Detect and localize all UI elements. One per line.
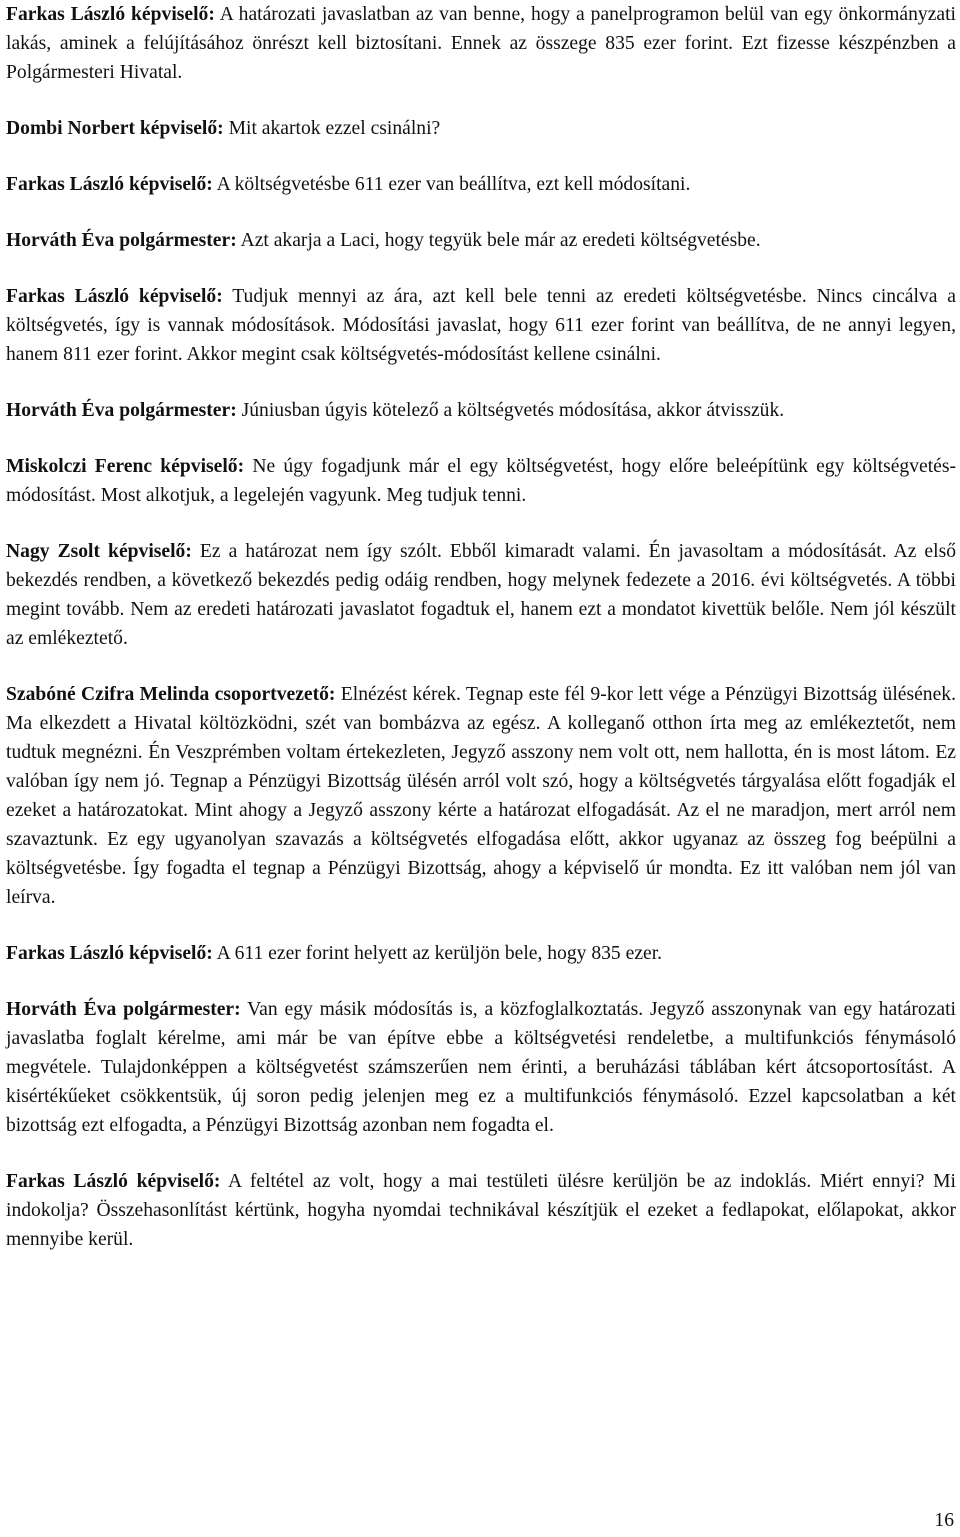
speech-text: Júniusban úgyis kötelező a költségvetés módosítása, akkor átvisszük. [236,400,785,421]
paragraph-7 [6,452,956,510]
speech-text: A feltétel az volt, hogy a mai testületi ülésre kerüljön be az indoklás. Miért ennyi? Mi indokolja? Összehasonlítást kértünk, hogyha nyomdai technikával készítjük el ezeket a fedlapokat, előlapokat, akkor mennyibe kerül. [6,1171,956,1250]
paragraph-5 [6,282,956,369]
paragraph-4 [6,226,956,255]
speech-text: A 611 ezer forint helyett az kerüljön bele, hogy 835 ezer. [212,943,663,964]
document-page [6,0,956,1254]
speech-text: A határozati javaslatban az van benne, hogy a panelprogramon belül van egy önkormányzati lakás, aminek a felújításához önrészt kell biztosítani. Ennek az összege 835 ezer forint. Ezt fizesse készpénzben a Polgármesteri Hivatal. [6,4,956,83]
page-number: 16 [934,1510,954,1531]
speaker-name: Horváth Éva polgármester: [6,400,237,421]
speaker-name: Farkas László képviselő: [6,174,213,195]
speaker-name: Farkas László képviselő: [6,4,215,25]
paragraph-2 [6,114,956,143]
speech-text: Ne úgy fogadjunk már el egy költségvetést, hogy előre beleépítünk egy költségvetés-módosítást. Most alkotjuk, a legelején vagyunk. Meg tudjuk tenni. [6,456,956,506]
speech-text: Azt akarja a Laci, hogy tegyük bele már az eredeti költségvetésbe. [236,230,761,251]
speech-text: Ez a határozat nem így szólt. Ebből kimaradt valami. Én javasoltam a módosítását. Az első bekezdés rendben, a következő bekezdés pedig odáig rendben, hogy melynek fedezete a 2016. évi költségvetés. A többi megint tovább. Nem az eredeti határozati javaslatot fogadtuk el, hanem ezt a mondatot kivettük belőle. Nem jól készült az emlékeztető. [6,541,956,649]
speaker-name: Farkas László képviselő: [6,1171,221,1192]
paragraph-1 [6,0,956,87]
speaker-name: Horváth Éva polgármester: [6,230,237,251]
speech-text: Tudjuk mennyi az ára, azt kell bele tenni az eredeti költségvetésbe. Nincs cincálva a költségvetés, így is vannak módosítások. Módosítási javaslat, hogy 611 ezer forint van beállítva, de ne annyi legyen, hanem 811 ezer forint. Akkor megint csak költségvetés-módosítást kellene csinálni. [6,286,956,365]
paragraph-10 [6,939,956,968]
speech-text: A költségvetésbe 611 ezer van beállítva, ezt kell módosítani. [212,174,691,195]
speech-text: Elnézést kérek. Tegnap este fél 9-kor lett vége a Pénzügyi Bizottság ülésének. Ma elkezdett a Hivatal költözködni, szét van bombázva az egész. A kolleganő otthon írta meg az emlékeztetőt, nem tudtuk megnézni. Én Veszprémben voltam értekezleten, Jegyző asszony nem volt ott, nem hallotta, én is most látom. Ez valóban így nem jó. Tegnap a Pénzügyi Bizottság ülésén arról volt szó, hogy a költségvetés tárgyalása előtt fogadják el ezeket a határozatokat. Mint ahogy a Jegyző asszony kérte a határozat elfogadását. Az el ne maradjon, mert arról nem szavaztunk. Ez egy ugyanolyan szavazás a költségvetés elfogadása előtt, akkor ugyanaz az összeg fog beépülni a költségvetésbe. Így fogadta el tegnap a Pénzügyi Bizottság, ahogy a képviselő úr mondta. Ez itt valóban nem jól van leírva. [6,684,956,908]
speaker-name: Farkas László képviselő: [6,286,223,307]
paragraph-11 [6,995,956,1140]
speech-text: Mit akartok ezzel csinálni? [223,118,441,139]
paragraph-9 [6,680,956,912]
speech-text: Van egy másik módosítás is, a közfoglalkoztatás. Jegyző asszonynak van egy határozati javaslatba foglalt kérelme, ami már be van építve ebbe a költségvetési rendeletbe, a multifunkciós fénymásoló megvétele. Tulajdonképpen a költségvetést számszerűen nem érinti, a beruházási táblában kért átcsoportosítást. A kisértékűeket csökkentsük, új soron pedig jelenjen meg ez a multifunkciós fénymásoló. Ezzel kapcsolatban a két bizottság ezt elfogadta, a Pénzügyi Bizottság azonban nem fogadta el. [6,999,956,1136]
speaker-name: Dombi Norbert képviselő: [6,118,224,139]
paragraph-12 [6,1167,956,1254]
paragraph-6 [6,396,956,425]
speaker-name: Horváth Éva polgármester: [6,999,241,1020]
speaker-name: Nagy Zsolt képviselő: [6,541,192,562]
paragraph-8 [6,537,956,653]
speaker-name: Farkas László képviselő: [6,943,213,964]
speaker-name: Szabóné Czifra Melinda csoportvezető: [6,684,336,705]
paragraph-3 [6,170,956,199]
speaker-name: Miskolczi Ferenc képviselő: [6,456,245,477]
